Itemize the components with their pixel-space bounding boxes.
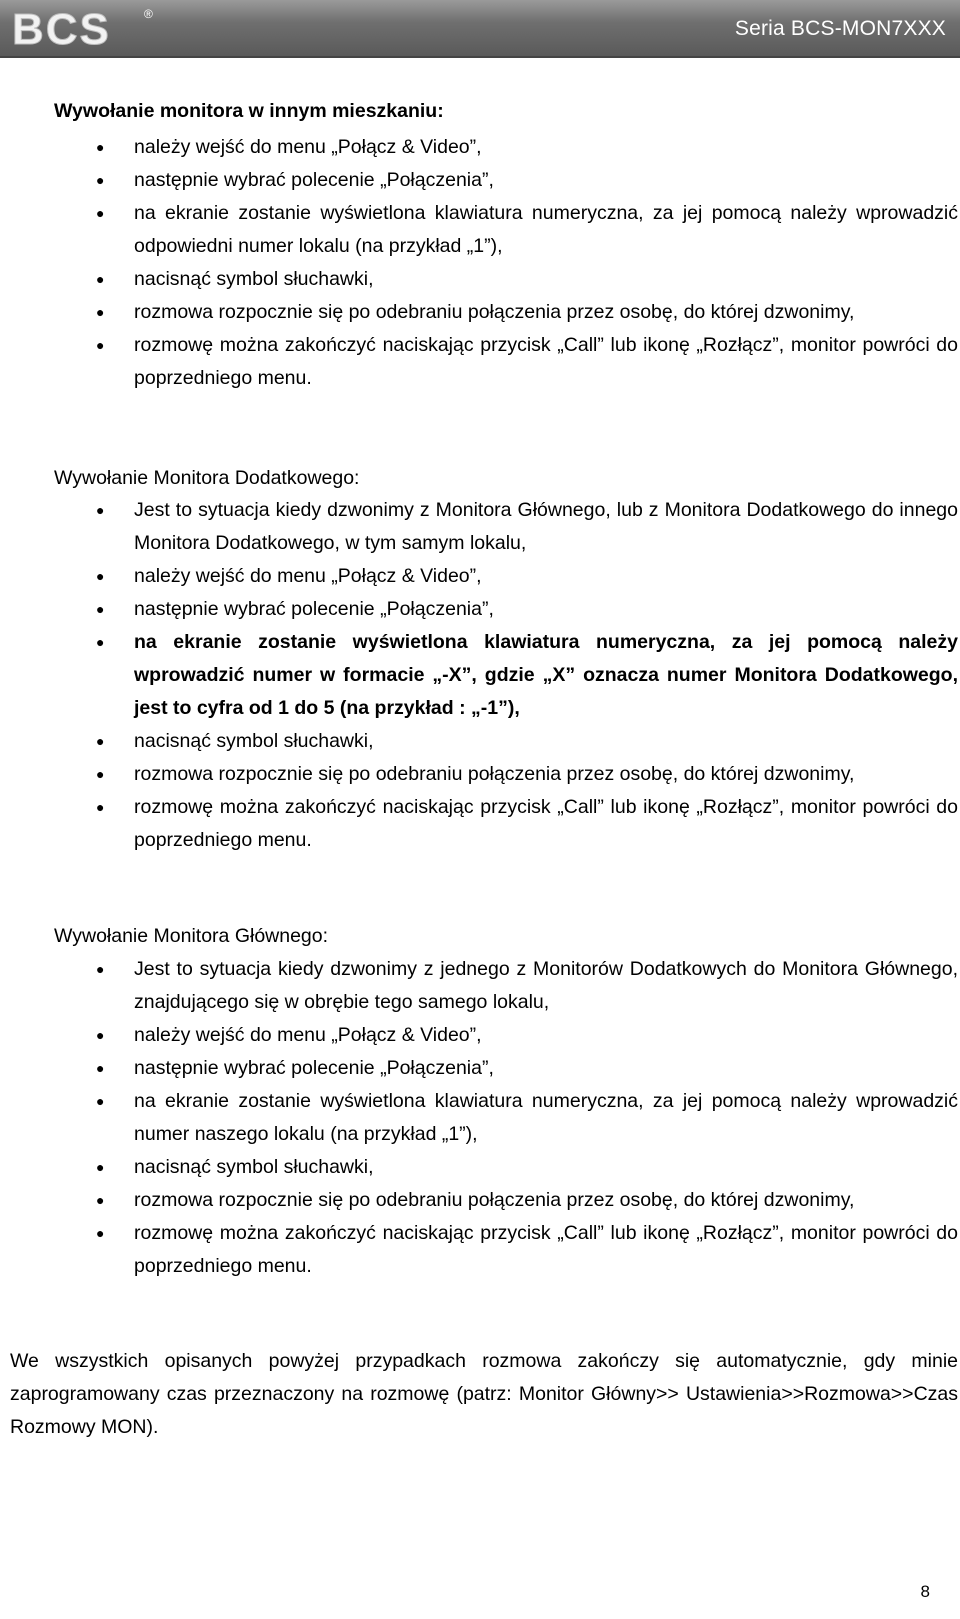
list-item: ● na ekranie zostanie wyświetlona klawiatura numeryczna, za jej pomocą należy wprowadzić odpowiedni numer lokalu (na przykład „1”), (134, 197, 958, 263)
bullet-icon: ● (96, 961, 105, 977)
page-header (0, 0, 960, 58)
list-item: ● rozmowę można zakończyć naciskając przycisk „Call” lub ikonę „Rozłącz”, monitor powróci do poprzedniego menu. (134, 1217, 958, 1283)
closing-paragraph: We wszystkich opisanych powyżej przypadkach rozmowa zakończy się automatycznie, gdy minie zaprogramowany czas przeznaczony na rozmowę (patrz: Monitor Główny>> Ustawienia>>Rozmowa>>Czas Rozmowy MON). (10, 1350, 958, 1438)
bullet-icon: ● (96, 304, 105, 320)
page-number: 8 (920, 1582, 930, 1601)
bullet-icon: ● (96, 799, 105, 815)
bullet-icon: ● (96, 172, 105, 188)
list-item: ● należy wejść do menu „Połącz & Video”, (134, 560, 958, 593)
list-item: ● następnie wybrać polecenie „Połączenia”, (134, 164, 958, 197)
registered-mark: ® (144, 7, 153, 21)
bullet-icon: ● (96, 766, 105, 782)
logo-text: BCS (12, 5, 111, 52)
bullet-icon: ● (96, 1192, 105, 1208)
list-item: ● rozmowa rozpocznie się po odebraniu połączenia przez osobę, do której dzwonimy, (134, 296, 958, 329)
bullet-icon: ● (96, 139, 105, 155)
bullet-icon: ● (96, 205, 105, 221)
bullet-icon: ● (96, 1027, 105, 1043)
list-item: ● następnie wybrać polecenie „Połączenia”, (134, 1052, 958, 1085)
section-heading: Wywołanie Monitora Głównego: (54, 925, 329, 947)
bcs-logo (8, 2, 158, 52)
bullet-icon: ● (96, 634, 105, 650)
list-item: ● nacisnąć symbol słuchawki, (134, 725, 958, 758)
list-item: ● Jest to sytuacja kiedy dzwonimy z jednego z Monitorów Dodatkowych do Monitora Głównego, znajdującego się w obrębie tego samego lokalu, (134, 953, 958, 1019)
bullet-icon: ● (96, 733, 105, 749)
section-list (0, 494, 960, 857)
section-heading: Wywołanie monitora w innym mieszkaniu: (54, 100, 444, 122)
series-title: Seria BCS-MON7XXX (734, 17, 946, 40)
list-item: ● rozmowa rozpocznie się po odebraniu połączenia przez osobę, do której dzwonimy, (134, 758, 958, 791)
bullet-icon: ● (96, 601, 105, 617)
bullet-icon: ● (96, 568, 105, 584)
bullet-icon: ● (96, 502, 105, 518)
section-heading: Wywołanie Monitora Dodatkowego: (54, 467, 360, 489)
bullet-icon: ● (96, 337, 105, 353)
list-item: ● nacisnąć symbol słuchawki, (134, 263, 958, 296)
list-item: ● rozmowę można zakończyć naciskając przycisk „Call” lub ikonę „Rozłącz”, monitor powróci do poprzedniego menu. (134, 329, 958, 395)
list-item: ● rozmowa rozpocznie się po odebraniu połączenia przez osobę, do której dzwonimy, (134, 1184, 958, 1217)
section-list (0, 131, 960, 395)
list-item: ● nacisnąć symbol słuchawki, (134, 1151, 958, 1184)
list-item: ● następnie wybrać polecenie „Połączenia”, (134, 593, 958, 626)
list-item: ● na ekranie zostanie wyświetlona klawiatura numeryczna, za jej pomocą należy wprowadzić numer w formacie „-X”, gdzie „X” oznacza numer Monitora Dodatkowego, jest to cyfra od 1 do 5 (na przykład : „-1”), (134, 626, 958, 725)
list-item: ● Jest to sytuacja kiedy dzwonimy z Monitora Głównego, lub z Monitora Dodatkowego do innego Monitora Dodatkowego, w tym samym lokalu, (134, 494, 958, 560)
list-item: ● na ekranie zostanie wyświetlona klawiatura numeryczna, za jej pomocą należy wprowadzić numer naszego lokalu (na przykład „1”), (134, 1085, 958, 1151)
bullet-icon: ● (96, 271, 105, 287)
list-item: ● rozmowę można zakończyć naciskając przycisk „Call” lub ikonę „Rozłącz”, monitor powróci do poprzedniego menu. (134, 791, 958, 857)
bullet-icon: ● (96, 1060, 105, 1076)
bullet-icon: ● (96, 1093, 105, 1109)
bullet-icon: ● (96, 1225, 105, 1241)
list-item: ● należy wejść do menu „Połącz & Video”, (134, 131, 958, 164)
list-item: ● należy wejść do menu „Połącz & Video”, (134, 1019, 958, 1052)
section-list (0, 953, 960, 1283)
bullet-icon: ● (96, 1159, 105, 1175)
